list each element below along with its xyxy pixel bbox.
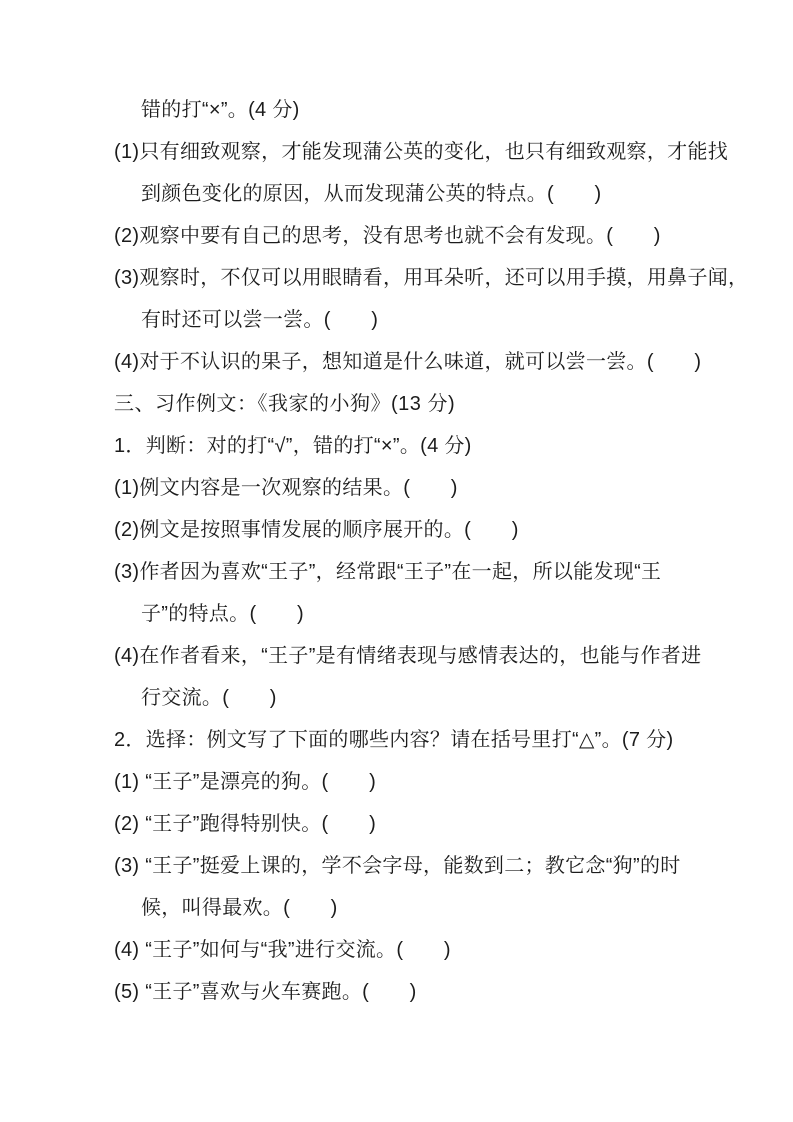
question-line: (2) “王子”跑得特别快。( ) xyxy=(114,813,377,835)
question-prompt: 1．判断：对的打“√”，错的打“×”。(4 分) xyxy=(114,435,472,457)
question-line-continuation: 有时还可以尝一尝。( ) xyxy=(141,309,379,331)
section-heading: 三、习作例文：《我家的小狗》(13 分) xyxy=(114,393,456,415)
question-line: (3)作者因为喜欢“王子”，经常跟“王子”在一起，所以能发现“王 xyxy=(114,561,662,583)
question-line: (1)只有细致观察，才能发现蒲公英的变化，也只有细致观察，才能找 xyxy=(114,141,729,163)
question-line: (4) “王子”如何与“我”进行交流。( ) xyxy=(114,939,451,961)
worksheet-text-block xyxy=(114,89,749,1013)
question-line: (2)观察中要有自己的思考，没有思考也就不会有发现。( ) xyxy=(114,225,661,247)
question-line: (1) “王子”是漂亮的狗。( ) xyxy=(114,771,377,793)
question-line: (3)观察时，不仅可以用眼睛看，用耳朵听，还可以用手摸，用鼻子闻， xyxy=(114,267,749,289)
question-line: (1)例文内容是一次观察的结果。( ) xyxy=(114,477,458,499)
question-line-continuation: 到颜色变化的原因，从而发现蒲公英的特点。( ) xyxy=(141,183,602,205)
question-line: (5) “王子”喜欢与火车赛跑。( ) xyxy=(114,981,417,1003)
question-prompt: 2．选择：例文写了下面的哪些内容？请在括号里打“△”。(7 分) xyxy=(114,729,674,751)
question-line-continuation: 子”的特点。( ) xyxy=(141,603,304,625)
question-line-continuation: 候，叫得最欢。( ) xyxy=(141,897,338,919)
question-line: (4)对于不认识的果子，想知道是什么味道，就可以尝一尝。( ) xyxy=(114,351,702,373)
question-line: (2)例文是按照事情发展的顺序展开的。( ) xyxy=(114,519,519,541)
question-line: (3) “王子”挺爱上课的，学不会字母，能数到二；教它念“狗”的时 xyxy=(114,855,681,877)
question-line-continuation: 行交流。( ) xyxy=(141,687,277,709)
question-line: (4)在作者看来，“王子”是有情绪表现与感情表达的，也能与作者进 xyxy=(114,645,702,667)
question-line-continuation: 错的打“×”。(4 分) xyxy=(141,99,300,121)
